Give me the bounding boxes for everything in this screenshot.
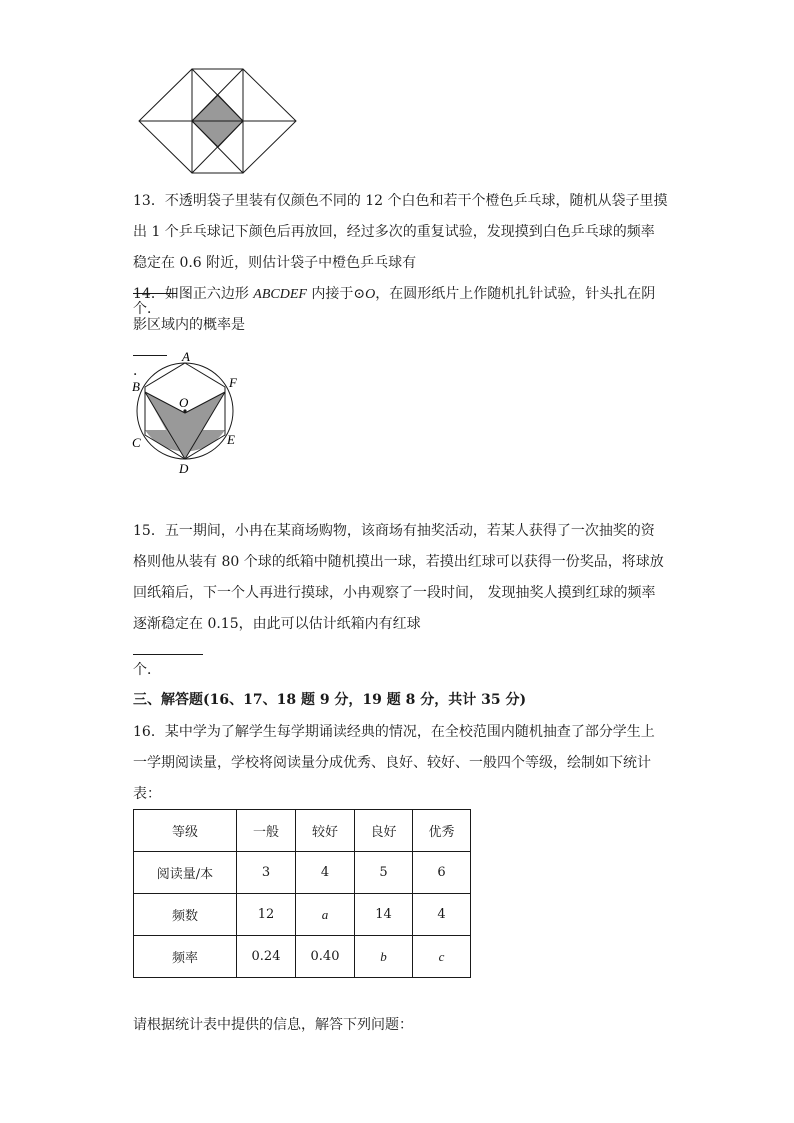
- table-cell: 频数: [134, 894, 237, 936]
- label-C: C: [132, 435, 141, 450]
- table-cell: 较好: [296, 810, 355, 852]
- table-cell: 0.40: [296, 936, 355, 978]
- table-cell: 等级: [134, 810, 237, 852]
- table-cell: 阅读量/本: [134, 852, 237, 894]
- q13-line-3: 稳定在 0.6 附近，则估计袋子中橙色乒乓球有 个．: [133, 255, 417, 317]
- table-cell: 12: [237, 894, 296, 936]
- q13-line-2: 出 1 个乒乓球记下颜色后再放回，经过多次的重复试验，发现摸到白色乒乓球的频率: [133, 224, 655, 240]
- table-cell: 频率: [134, 936, 237, 978]
- q14-line-1: 14．如图正六边形 ABCDEF 内接于⊙O，在圆形纸片上作随机扎针试验，针头扎在阴: [133, 286, 656, 302]
- label-A: A: [182, 349, 190, 364]
- table-cell: c: [413, 936, 471, 978]
- table-cell: 优秀: [413, 810, 471, 852]
- q13-line-1: 13．不透明袋子里装有仅颜色不同的 12 个白色和若干个橙色乒乓球，随机从袋子里摸: [133, 193, 668, 209]
- q16-line-3: 表：: [133, 786, 161, 802]
- label-F: F: [229, 375, 237, 390]
- q16-prompt: [133, 1010, 673, 1041]
- table-cell: 0.24: [237, 936, 296, 978]
- table-cell: 14: [355, 894, 413, 936]
- label-D: D: [179, 461, 189, 476]
- table-cell: 3: [237, 852, 296, 894]
- table-cell: 5: [355, 852, 413, 894]
- label-O: O: [179, 395, 189, 410]
- question-16: [133, 717, 673, 810]
- table-row: [134, 936, 471, 978]
- table-cell: 4: [413, 894, 471, 936]
- label-E: E: [227, 432, 235, 447]
- q14-hexagon-circle-figure: [128, 349, 248, 477]
- q15-line-3: 回纸箱后，下一个人再进行摸球，小冉观察了一段时间， 发现抽奖人摸到红球的频率: [133, 585, 656, 601]
- q15-line-2: 格则他从装有 80 个球的纸箱中随机摸出一球，若摸出红球可以获得一份奖品，将球放: [133, 554, 664, 570]
- q16-prompt-text: 请根据统计表中提供的信息，解答下列问题：: [133, 1017, 413, 1033]
- q15-line-1: 15．五一期间，小冉在某商场购物，该商场有抽奖活动，若某人获得了一次抽奖的资: [133, 523, 655, 539]
- table-cell: a: [296, 894, 355, 936]
- q16-line-1: 16．某中学为了解学生每学期诵读经典的情况，在全校范围内随机抽查了部分学生上: [133, 724, 655, 740]
- table-row: [134, 810, 471, 852]
- q15-line-4: 逐渐稳定在 0.15，由此可以估计纸箱内有红球 个．: [133, 616, 421, 678]
- table-cell: 一般: [237, 810, 296, 852]
- answer-blank: [133, 640, 203, 655]
- q16-line-2: 一学期阅读量，学校将阅读量分成优秀、良好、较好、一般四个等级，绘制如下统计: [133, 755, 651, 771]
- q14-line-2: 影区域内的概率是 ．: [133, 317, 245, 379]
- table-row: [134, 852, 471, 894]
- statistics-table: [133, 809, 471, 978]
- table-cell: 良好: [355, 810, 413, 852]
- label-B: B: [132, 379, 140, 394]
- table-cell: 4: [296, 852, 355, 894]
- question-15: [133, 516, 673, 686]
- q12-squares-figure: [133, 66, 303, 180]
- table-cell: b: [355, 936, 413, 978]
- table-cell: 6: [413, 852, 471, 894]
- section-title: 三、解答题(16、17、18 题 9 分，19 题 8 分，共计 35 分): [133, 692, 527, 708]
- table-row: [134, 894, 471, 936]
